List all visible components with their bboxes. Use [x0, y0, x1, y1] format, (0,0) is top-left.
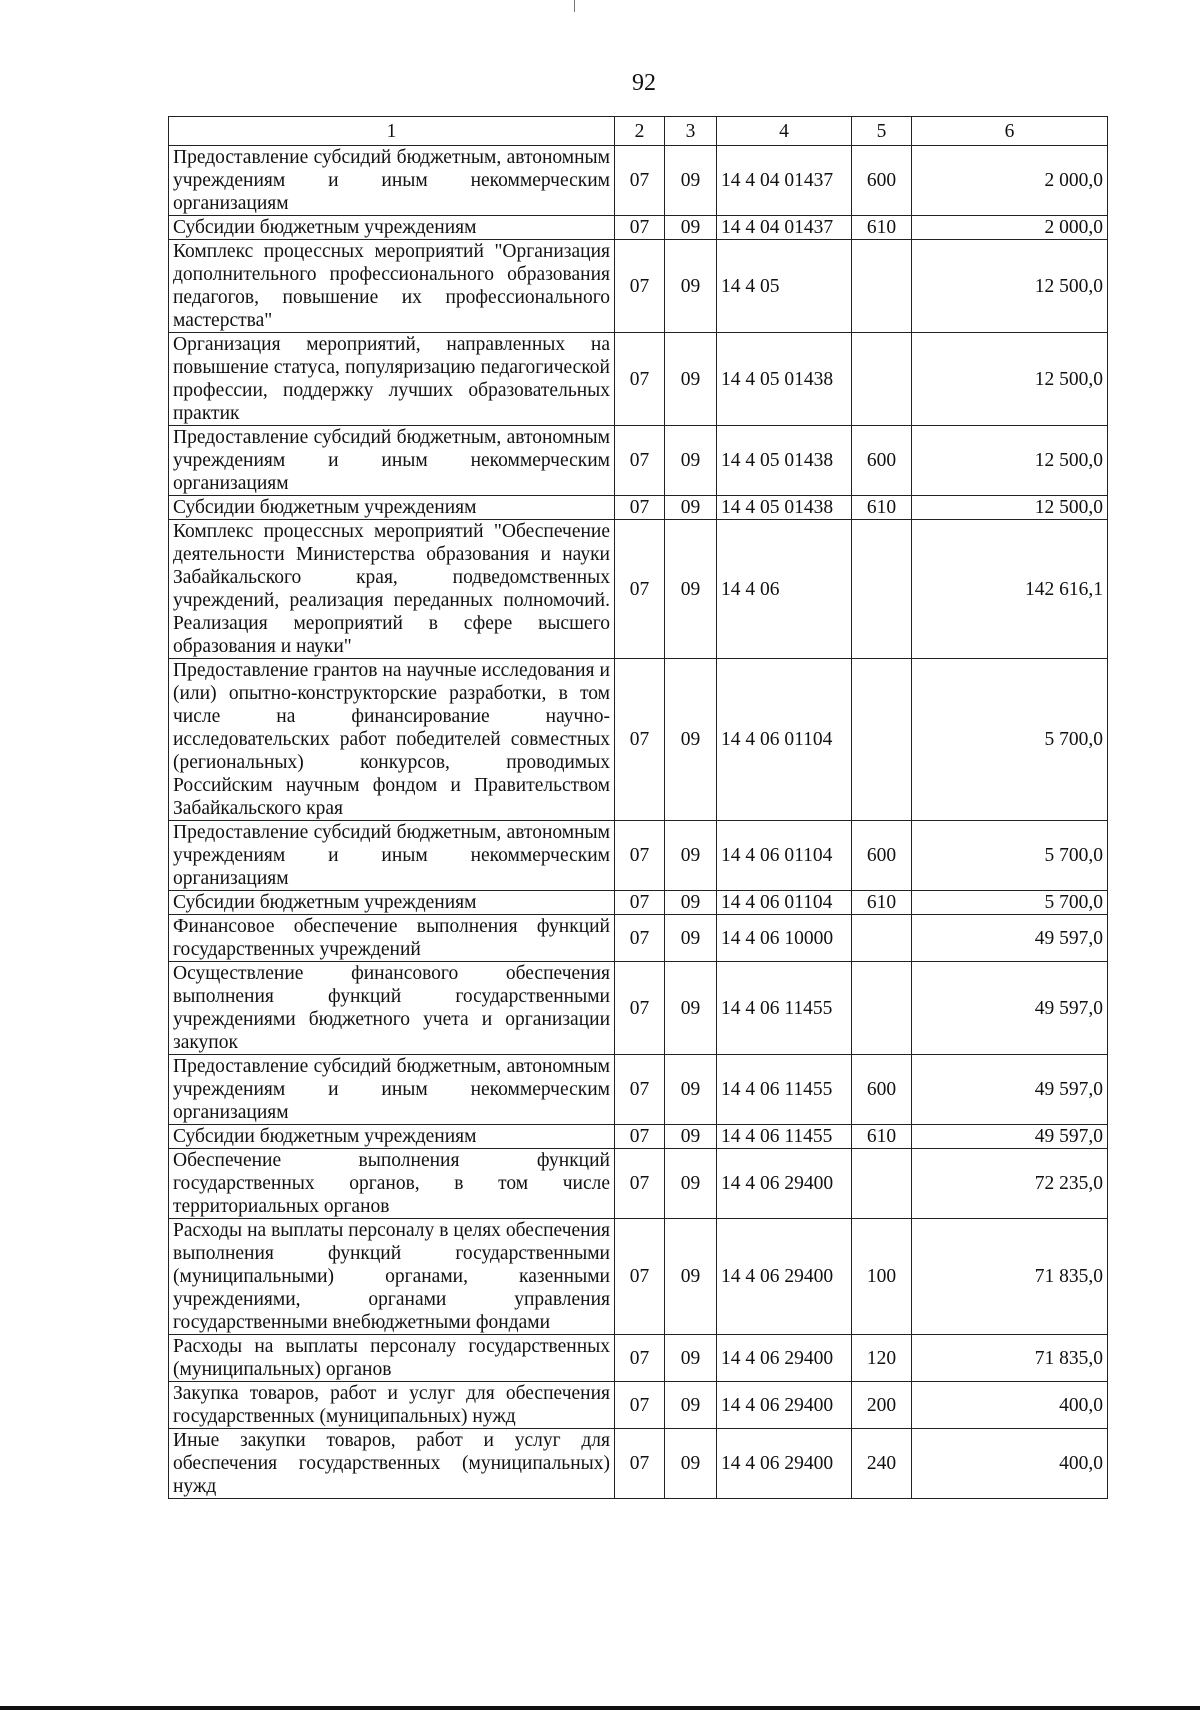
- row-name-cell: Комплекс процессных мероприятий "Обеспечение деятельности Министерства образования и науки Забайкальского края, подведомственных учреждений, реализация переданных полномочий. Реализация мероприятий в сфере высшего образования и науки": [169, 520, 615, 659]
- amount-cell: 2 000,0: [912, 216, 1108, 240]
- row-name-cell: Субсидии бюджетным учреждениям: [169, 216, 615, 240]
- target-article-cell: 14 4 05: [717, 240, 852, 333]
- section-cell: 07: [615, 333, 665, 426]
- subsection-cell: 09: [665, 333, 717, 426]
- amount-cell: 49 597,0: [912, 962, 1108, 1055]
- section-cell: 07: [615, 962, 665, 1055]
- section-cell: 07: [615, 426, 665, 496]
- expense-type-cell: [852, 240, 912, 333]
- column-header-3: 3: [665, 117, 717, 146]
- section-cell: 07: [615, 1335, 665, 1382]
- subsection-cell: 09: [665, 1055, 717, 1125]
- target-article-cell: 14 4 04 01437: [717, 216, 852, 240]
- row-name-cell: Предоставление субсидий бюджетным, автономным учреждениям и иным некоммерческим организациям: [169, 426, 615, 496]
- bottom-rule: [0, 1706, 1200, 1710]
- expense-type-cell: [852, 962, 912, 1055]
- subsection-cell: 09: [665, 520, 717, 659]
- section-cell: 07: [615, 146, 665, 216]
- amount-cell: 12 500,0: [912, 426, 1108, 496]
- table-row: [169, 1219, 1108, 1335]
- subsection-cell: 09: [665, 962, 717, 1055]
- expense-type-cell: [852, 520, 912, 659]
- table-row: [169, 333, 1108, 426]
- target-article-cell: 14 4 05 01438: [717, 496, 852, 520]
- row-name-cell: Предоставление субсидий бюджетным, автономным учреждениям и иным некоммерческим организациям: [169, 146, 615, 216]
- amount-cell: 49 597,0: [912, 1125, 1108, 1149]
- expense-type-cell: 240: [852, 1429, 912, 1499]
- subsection-cell: 09: [665, 1429, 717, 1499]
- expense-type-cell: [852, 659, 912, 821]
- amount-cell: 5 700,0: [912, 891, 1108, 915]
- table-row: [169, 962, 1108, 1055]
- subsection-cell: 09: [665, 216, 717, 240]
- subsection-cell: 09: [665, 1382, 717, 1429]
- target-article-cell: 14 4 06 01104: [717, 891, 852, 915]
- expense-type-cell: [852, 915, 912, 962]
- section-cell: 07: [615, 1149, 665, 1219]
- section-cell: 07: [615, 821, 665, 891]
- amount-cell: 49 597,0: [912, 915, 1108, 962]
- amount-cell: 71 835,0: [912, 1335, 1108, 1382]
- section-cell: 07: [615, 240, 665, 333]
- expense-type-cell: [852, 333, 912, 426]
- section-cell: 07: [615, 1429, 665, 1499]
- subsection-cell: 09: [665, 891, 717, 915]
- amount-cell: 71 835,0: [912, 1219, 1108, 1335]
- section-cell: 07: [615, 1219, 665, 1335]
- row-name-cell: Иные закупки товаров, работ и услуг для обеспечения государственных (муниципальных) нужд: [169, 1429, 615, 1499]
- section-cell: 07: [615, 1055, 665, 1125]
- subsection-cell: 09: [665, 821, 717, 891]
- table-row: [169, 216, 1108, 240]
- section-cell: 07: [615, 915, 665, 962]
- section-cell: 07: [615, 891, 665, 915]
- target-article-cell: 14 4 06 11455: [717, 962, 852, 1055]
- amount-cell: 142 616,1: [912, 520, 1108, 659]
- expense-type-cell: 610: [852, 1125, 912, 1149]
- section-cell: 07: [615, 520, 665, 659]
- target-article-cell: 14 4 06 29400: [717, 1382, 852, 1429]
- expense-type-cell: 120: [852, 1335, 912, 1382]
- row-name-cell: Комплекс процессных мероприятий "Организация дополнительного профессионального образования педагогов, повышение их профессионального мастерства": [169, 240, 615, 333]
- section-cell: 07: [615, 1382, 665, 1429]
- row-name-cell: Предоставление грантов на научные исследования и (или) опытно-конструкторские разработки, в том числе на финансирование научно-исследовательских работ победителей совместных (региональных) конкурсов, проводимых Российским научным фондом и Правительством Забайкальского края: [169, 659, 615, 821]
- subsection-cell: 09: [665, 1125, 717, 1149]
- table-row: [169, 659, 1108, 821]
- subsection-cell: 09: [665, 146, 717, 216]
- target-article-cell: 14 4 06 01104: [717, 821, 852, 891]
- header-row: [169, 117, 1108, 146]
- target-article-cell: 14 4 06: [717, 520, 852, 659]
- table-row: [169, 1382, 1108, 1429]
- target-article-cell: 14 4 06 29400: [717, 1429, 852, 1499]
- page-number: 92: [632, 70, 656, 96]
- table-row: [169, 821, 1108, 891]
- table-row: [169, 1125, 1108, 1149]
- table-row: [169, 146, 1108, 216]
- column-header-1: 1: [169, 117, 615, 146]
- table-row: [169, 1335, 1108, 1382]
- expense-type-cell: 610: [852, 496, 912, 520]
- target-article-cell: 14 4 06 10000: [717, 915, 852, 962]
- section-cell: 07: [615, 659, 665, 821]
- row-name-cell: Закупка товаров, работ и услуг для обеспечения государственных (муниципальных) нужд: [169, 1382, 615, 1429]
- expense-type-cell: 100: [852, 1219, 912, 1335]
- row-name-cell: Финансовое обеспечение выполнения функций государственных учреждений: [169, 915, 615, 962]
- amount-cell: 72 235,0: [912, 1149, 1108, 1219]
- amount-cell: 400,0: [912, 1382, 1108, 1429]
- amount-cell: 5 700,0: [912, 659, 1108, 821]
- row-name-cell: Субсидии бюджетным учреждениям: [169, 496, 615, 520]
- row-name-cell: Осуществление финансового обеспечения выполнения функций государственными учреждениями бюджетного учета и организации закупок: [169, 962, 615, 1055]
- table-row: [169, 891, 1108, 915]
- scan-mark: [574, 0, 575, 12]
- table-row: [169, 426, 1108, 496]
- budget-table: [168, 116, 1108, 1499]
- table-row: [169, 1055, 1108, 1125]
- row-name-cell: Расходы на выплаты персоналу государственных (муниципальных) органов: [169, 1335, 615, 1382]
- row-name-cell: Расходы на выплаты персоналу в целях обеспечения выполнения функций государственными (муниципальными) органами, казенными учреждениями, органами управления государственными внебюджетными фондами: [169, 1219, 615, 1335]
- row-name-cell: Предоставление субсидий бюджетным, автономным учреждениям и иным некоммерческим организациям: [169, 1055, 615, 1125]
- row-name-cell: Организация мероприятий, направленных на повышение статуса, популяризацию педагогической профессии, поддержку лучших образовательных практик: [169, 333, 615, 426]
- expense-type-cell: 610: [852, 216, 912, 240]
- target-article-cell: 14 4 06 11455: [717, 1055, 852, 1125]
- expense-type-cell: 600: [852, 821, 912, 891]
- amount-cell: 2 000,0: [912, 146, 1108, 216]
- expense-type-cell: 600: [852, 1055, 912, 1125]
- column-header-2: 2: [615, 117, 665, 146]
- amount-cell: 49 597,0: [912, 1055, 1108, 1125]
- subsection-cell: 09: [665, 659, 717, 821]
- target-article-cell: 14 4 06 29400: [717, 1149, 852, 1219]
- table-row: [169, 915, 1108, 962]
- target-article-cell: 14 4 06 01104: [717, 659, 852, 821]
- expense-type-cell: 610: [852, 891, 912, 915]
- column-header-4: 4: [717, 117, 852, 146]
- target-article-cell: 14 4 05 01438: [717, 426, 852, 496]
- subsection-cell: 09: [665, 240, 717, 333]
- subsection-cell: 09: [665, 496, 717, 520]
- row-name-cell: Субсидии бюджетным учреждениям: [169, 1125, 615, 1149]
- expense-type-cell: 600: [852, 146, 912, 216]
- row-name-cell: Обеспечение выполнения функций государственных органов, в том числе территориальных органов: [169, 1149, 615, 1219]
- section-cell: 07: [615, 496, 665, 520]
- row-name-cell: Предоставление субсидий бюджетным, автономным учреждениям и иным некоммерческим организациям: [169, 821, 615, 891]
- amount-cell: 400,0: [912, 1429, 1108, 1499]
- subsection-cell: 09: [665, 1335, 717, 1382]
- subsection-cell: 09: [665, 426, 717, 496]
- target-article-cell: 14 4 06 11455: [717, 1125, 852, 1149]
- target-article-cell: 14 4 06 29400: [717, 1335, 852, 1382]
- section-cell: 07: [615, 1125, 665, 1149]
- table-row: [169, 1149, 1108, 1219]
- amount-cell: 12 500,0: [912, 496, 1108, 520]
- table-row: [169, 520, 1108, 659]
- table-row: [169, 496, 1108, 520]
- target-article-cell: 14 4 05 01438: [717, 333, 852, 426]
- subsection-cell: 09: [665, 915, 717, 962]
- amount-cell: 12 500,0: [912, 240, 1108, 333]
- expense-type-cell: [852, 1149, 912, 1219]
- row-name-cell: Субсидии бюджетным учреждениям: [169, 891, 615, 915]
- table-row: [169, 240, 1108, 333]
- column-header-6: 6: [912, 117, 1108, 146]
- table-row: [169, 1429, 1108, 1499]
- section-cell: 07: [615, 216, 665, 240]
- expense-type-cell: 600: [852, 426, 912, 496]
- subsection-cell: 09: [665, 1219, 717, 1335]
- expense-type-cell: 200: [852, 1382, 912, 1429]
- target-article-cell: 14 4 04 01437: [717, 146, 852, 216]
- amount-cell: 12 500,0: [912, 333, 1108, 426]
- amount-cell: 5 700,0: [912, 821, 1108, 891]
- column-header-5: 5: [852, 117, 912, 146]
- target-article-cell: 14 4 06 29400: [717, 1219, 852, 1335]
- subsection-cell: 09: [665, 1149, 717, 1219]
